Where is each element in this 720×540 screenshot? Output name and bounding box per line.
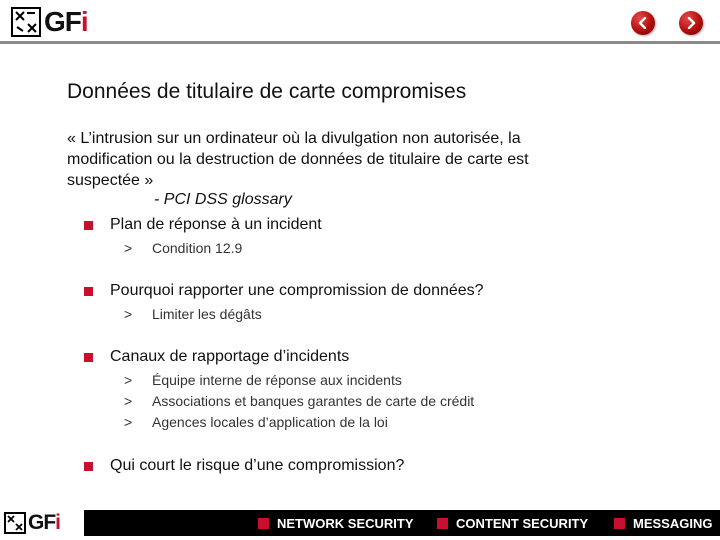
- logo-mark-icon: [11, 7, 41, 37]
- footer-link-messaging[interactable]: [614, 510, 712, 536]
- bullet-item: [84, 346, 349, 368]
- footer-square-icon: [437, 518, 448, 529]
- quote-line: « L’intrusion sur un ordinateur où la divulgation non autorisée, la: [67, 130, 521, 147]
- quote-line: suspectée »: [67, 172, 154, 189]
- footer-link-label: MESSAGING: [633, 515, 713, 531]
- sub-bullet-item: [124, 304, 262, 323]
- sub-bullet-item: [124, 391, 474, 410]
- footer-link-content-security[interactable]: [437, 510, 588, 536]
- sub-bullet-marker: >: [124, 371, 133, 388]
- sub-bullet-text: Équipe interne de réponse aux incidents: [152, 371, 402, 388]
- slide-title: Données de titulaire de carte compromises: [67, 80, 467, 103]
- previous-slide-button[interactable]: [631, 11, 655, 35]
- chevron-right-icon: [685, 17, 697, 29]
- sub-bullet-text: Agences locales d’application de la loi: [152, 413, 388, 430]
- sub-bullet-marker: >: [124, 392, 133, 409]
- bullet-item: [84, 455, 404, 477]
- bullet-square-icon: [84, 462, 93, 471]
- footer-square-icon: [258, 518, 269, 529]
- chevron-left-icon: [637, 17, 649, 29]
- bullet-square-icon: [84, 221, 93, 230]
- sub-bullet-marker: >: [124, 305, 133, 322]
- footer-link-network-security[interactable]: [258, 510, 414, 536]
- sub-bullet-item: [124, 370, 402, 389]
- footer-link-label: NETWORK SECURITY: [277, 515, 414, 531]
- footer-square-icon: [614, 518, 625, 529]
- sub-bullet-text: Condition 12.9: [152, 239, 243, 256]
- bullet-text: Pourquoi rapporter une compromission de données?: [110, 282, 484, 299]
- sub-bullet-item: [124, 238, 242, 257]
- sub-bullet-marker: >: [124, 413, 133, 430]
- sub-bullet-item: [124, 412, 388, 431]
- logo-mark-icon: [4, 512, 26, 534]
- sub-bullet-text: Associations et banques garantes de carte de crédit: [152, 392, 475, 409]
- bullet-square-icon: [84, 353, 93, 362]
- footer-gfi-logo: [4, 510, 72, 536]
- footer-link-label: CONTENT SECURITY: [456, 515, 589, 531]
- logo-text: GFi: [44, 6, 88, 37]
- bullet-text: Qui court le risque d’une compromission?: [110, 457, 405, 474]
- definition-quote: [67, 128, 627, 191]
- footer-logo-text: GFi: [28, 511, 61, 534]
- bullet-text: Canaux de rapportage d’incidents: [110, 348, 350, 365]
- sub-bullet-marker: >: [124, 239, 133, 256]
- bullet-item: [84, 280, 484, 302]
- quote-line: modification ou la destruction de données de titulaire de carte est: [67, 151, 529, 168]
- header-divider: [0, 41, 720, 44]
- sub-bullet-text: Limiter les dégâts: [152, 305, 262, 322]
- bullet-square-icon: [84, 287, 93, 296]
- next-slide-button[interactable]: [679, 11, 703, 35]
- bullet-text: Plan de réponse à un incident: [110, 216, 322, 233]
- footer-bar: [84, 510, 720, 536]
- bullet-item: [84, 214, 322, 236]
- quote-source: - PCI DSS glossary: [154, 191, 292, 208]
- gfi-logo: [11, 6, 93, 38]
